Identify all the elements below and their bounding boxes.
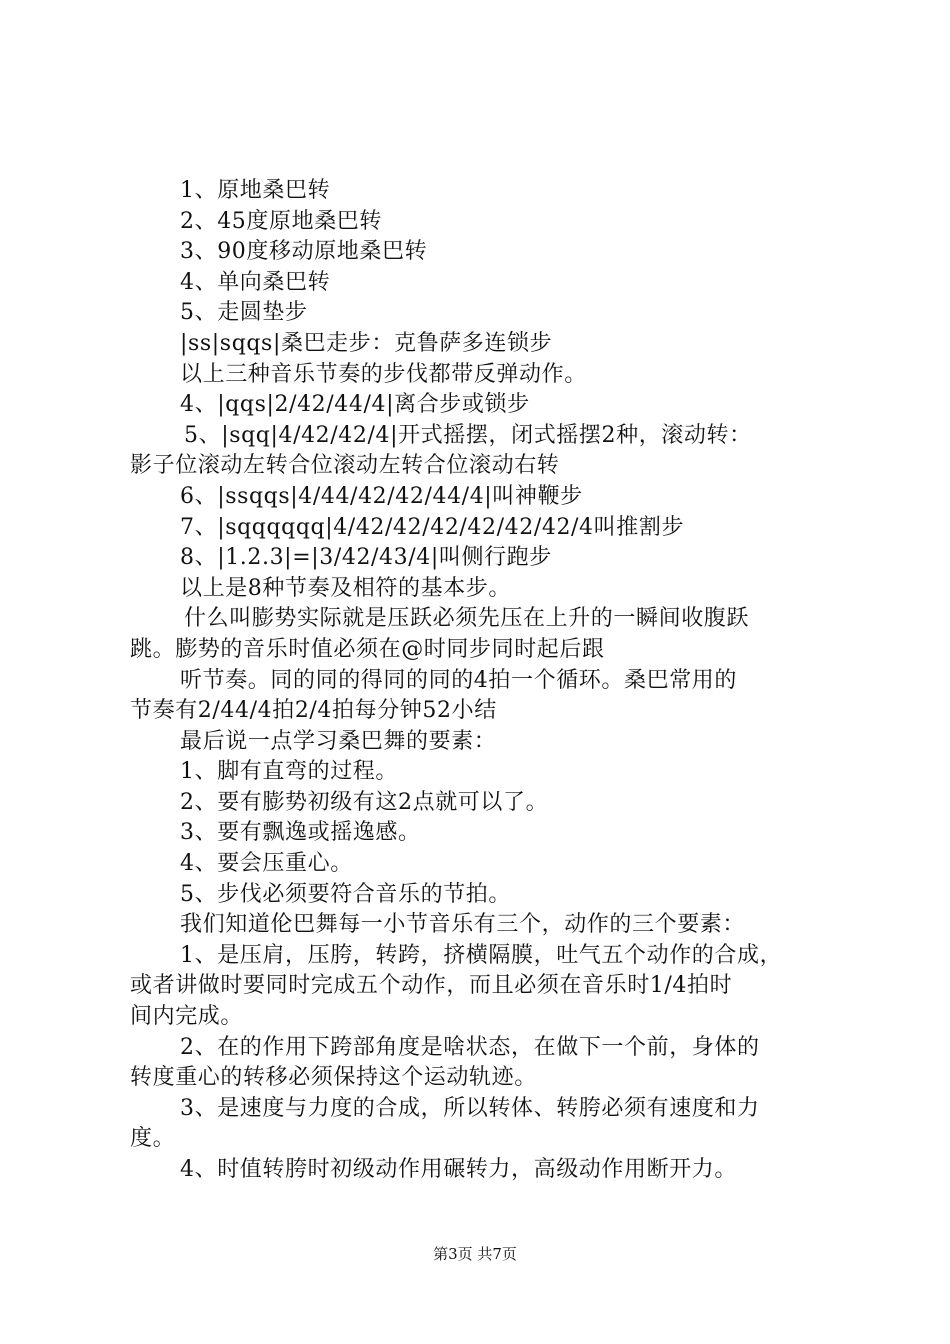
text-line: 4、要会压重心。 xyxy=(180,851,353,877)
text-line: 5、|sqq|4/42/42/4|开式摇摆，闭式摇摆2种，滚动转： xyxy=(184,422,752,448)
text-line: 或者讲做时要同时完成五个动作，而且必须在音乐时1/4拍时 xyxy=(130,973,733,999)
text-line: 6、|ssqqs|4/44/42/42/44/4|叫神鞭步 xyxy=(180,483,583,509)
text-line: 最后说一点学习桑巴舞的要素： xyxy=(180,728,497,754)
text-line: 以上三种音乐节奏的步伐都带反弹动作。 xyxy=(180,361,587,387)
text-line: 节奏有2/44/4拍2/4拍每分钟52小结 xyxy=(130,698,497,724)
text-line: 间内完成。 xyxy=(130,1004,244,1030)
text-line: 4、时值转胯时初级动作用碾转力，高级动作用断开力。 xyxy=(180,1157,737,1182)
text-line: 听节奏。同的同的得同的同的4拍一个循环。桑巴常用的 xyxy=(180,667,737,693)
text-line: 2、在的作用下跨部角度是啥状态，在做下一个前，身体的 xyxy=(180,1034,760,1060)
text-line: 以上是8种节奏及相符的基本步。 xyxy=(180,575,511,601)
document-body xyxy=(130,176,835,1186)
text-line: 4、单向桑巴转 xyxy=(180,269,331,295)
text-line: 我们知道伦巴舞每一小节音乐有三个，动作的三个要素： xyxy=(180,912,746,938)
text-line: 5、走圆垫步 xyxy=(180,300,308,326)
text-line: 跳。膨势的音乐时值必须在@时同步同时起后跟 xyxy=(130,636,605,662)
text-line: 8、|1.2.3|=|3/42/43/4|叫侧行跑步 xyxy=(180,545,552,571)
text-line: 2、要有膨势初级有这2点就可以了。 xyxy=(180,789,549,815)
text-line: 3、90度移动原地桑巴转 xyxy=(180,239,428,265)
text-line: 3、是速度与力度的合成，所以转体、转胯必须有速度和力 xyxy=(180,1095,760,1121)
text-line: 影子位滚动左转合位滚动左转合位滚动右转 xyxy=(130,453,560,479)
text-line: 2、45度原地桑巴转 xyxy=(180,208,382,234)
text-line: 3、要有飘逸或摇逸感。 xyxy=(180,820,421,846)
text-line: 1、是压肩，压胯，转跨，挤横隔膜，吐气五个动作的合成， xyxy=(180,942,783,968)
text-line: 1、脚有直弯的过程。 xyxy=(180,759,398,785)
text-line: 转度重心的转移必须保持这个运动轨迹。 xyxy=(130,1065,537,1091)
text-line: 度。 xyxy=(130,1126,176,1152)
text-line: 7、|sqqqqqq|4/42/42/42/42/42/42/4叫推割步 xyxy=(180,514,685,540)
text-line: |ss|sqqs|桑巴走步：克鲁萨多连锁步 xyxy=(180,330,553,356)
text-line: 什么叫膨势实际就是压跃必须先压在上升的一瞬间收腹跃 xyxy=(184,606,750,632)
page-footer xyxy=(0,1244,950,1264)
text-line: 5、步伐必须要符合音乐的节拍。 xyxy=(180,881,511,907)
text-line: 1、原地桑巴转 xyxy=(180,178,331,203)
page-number-label: 第3页 共7页 xyxy=(433,1245,517,1263)
text-line: 4、|qqs|2/42/44/4|离合步或锁步 xyxy=(180,392,530,418)
